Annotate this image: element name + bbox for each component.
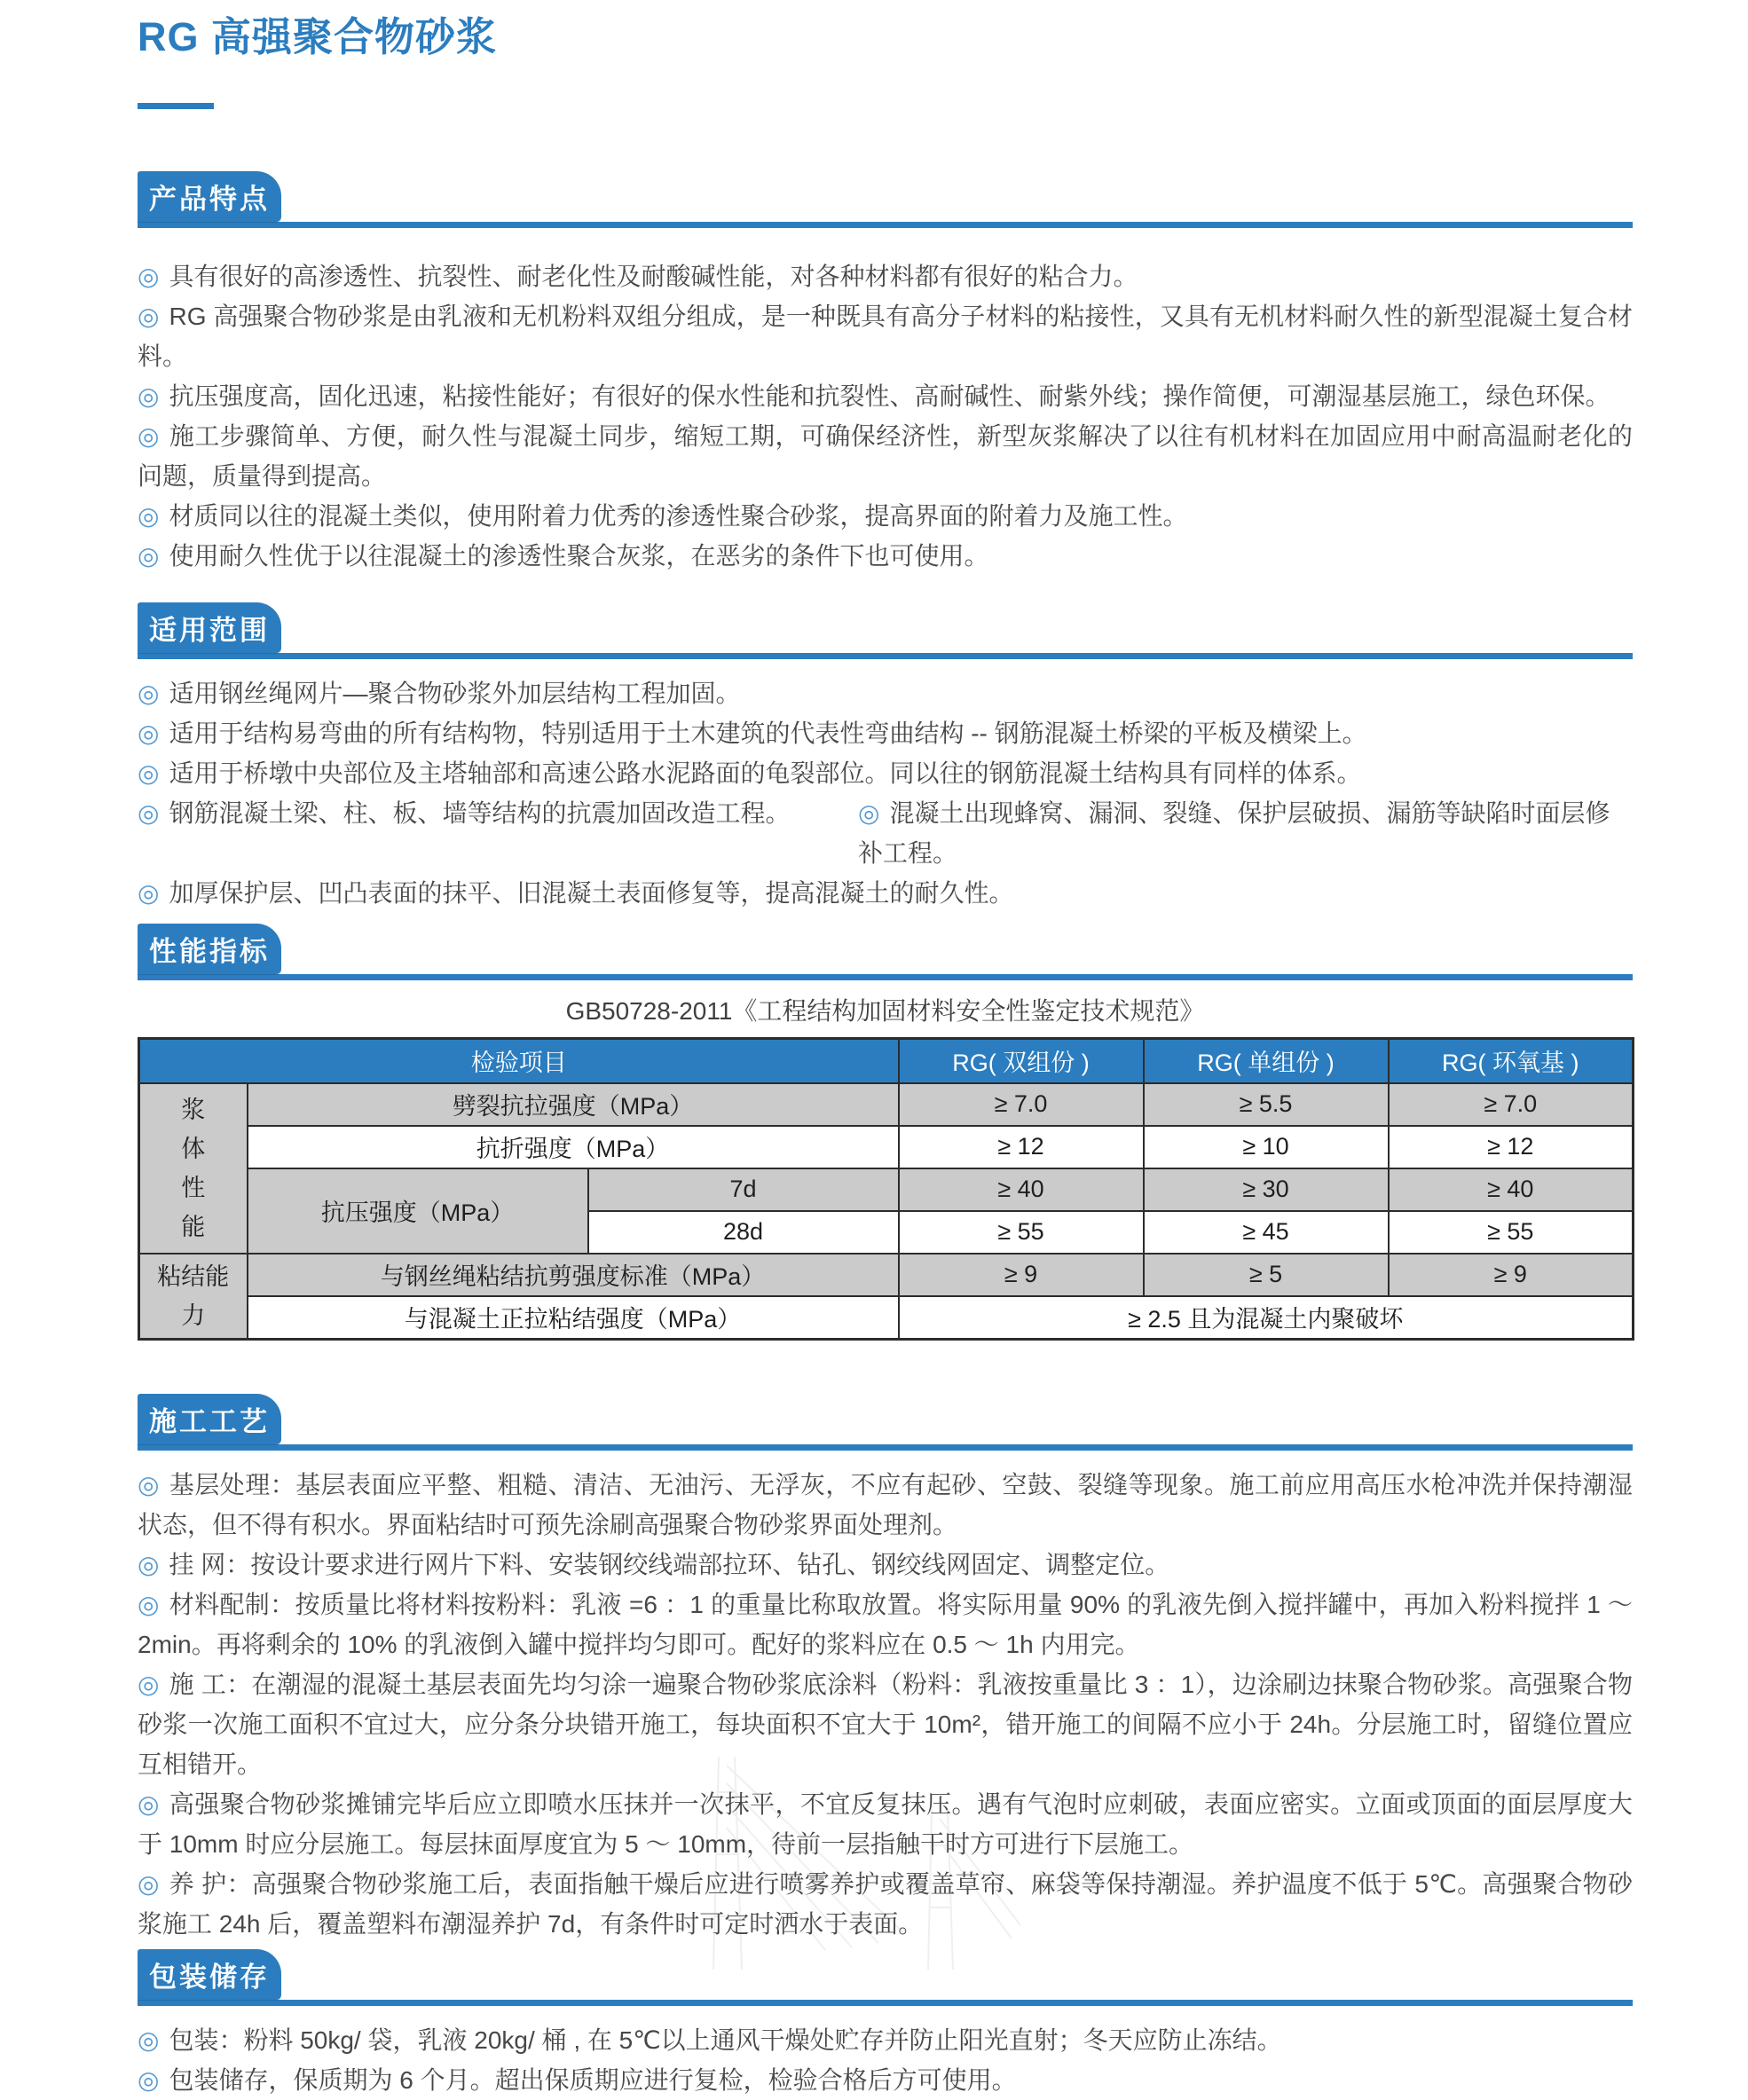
table-caption: GB50728-2011《工程结构加固材料安全性鉴定技术规范》 [565, 996, 1205, 1025]
scope-item-pair [138, 793, 1633, 873]
row-label: 抗折强度（MPa） [248, 1126, 899, 1168]
table-header-row [139, 1038, 1634, 1083]
row-sublabel: 28d [588, 1211, 899, 1254]
section-heading-features: 产品特点 [138, 171, 281, 222]
section-rule [138, 2000, 1633, 2006]
value-cell: ≥ 55 [899, 1211, 1144, 1254]
bullet-icon: ◎ [138, 2065, 160, 2094]
section-rule [138, 1444, 1633, 1451]
row-label: 与混凝土正拉粘结强度（MPa） [248, 1296, 899, 1340]
value-cell: ≥ 9 [899, 1254, 1144, 1296]
page-title: RG 高强聚合物砂浆 [138, 14, 498, 59]
table-row [139, 1126, 1634, 1168]
feature-item [138, 536, 1633, 576]
storage-item [138, 2020, 1633, 2060]
scope-text: 混凝土出现蜂窝、漏洞、裂缝、保护层破损、漏筋等缺陷时面层修补工程。 [858, 798, 1610, 867]
value-cell: ≥ 40 [899, 1168, 1144, 1211]
row-group-bond-capacity [139, 1254, 248, 1340]
section-header-performance [138, 924, 1633, 980]
section-storage [138, 1949, 1633, 2100]
table-row [139, 1254, 1634, 1296]
section-scope [138, 602, 1633, 913]
column-header-item: 检验项目 [139, 1038, 899, 1083]
value-cell: ≥ 5.5 [1144, 1083, 1389, 1126]
scope-item [138, 753, 1633, 793]
value-cell: ≥ 45 [1144, 1211, 1389, 1254]
row-group-label: 浆体性能 [181, 1096, 206, 1240]
row-label: 劈裂抗拉强度（MPa） [248, 1083, 899, 1126]
bullet-icon: ◎ [138, 2025, 160, 2054]
feature-item [138, 376, 1633, 416]
value-cell: ≥ 10 [1144, 1126, 1389, 1168]
section-performance [138, 924, 1633, 1341]
bullet-icon: ◎ [138, 1590, 160, 1618]
process-text: 高强聚合物砂浆摊铺完毕后应立即喷水压抹并一次抹平，不宜反复抹压。遇有气泡时应刺破，表面应密实。立面或顶面的面层厚度大于 10mm 时应分层施工。每层抹面厚度宜为 5 ～ 10mm，待前一层指触干时方可进行下层施工。 [138, 1789, 1633, 1858]
feature-text: 施工步骤简单、方便，耐久性与混凝土同步，缩短工期，可确保经济性，新型灰浆解决了以往有机材料在加固应用中耐高温耐老化的问题，质量得到提高。 [138, 421, 1633, 490]
bullet-icon: ◎ [138, 501, 160, 530]
column-header-rg-two-part: RG( 双组份 ) [899, 1038, 1144, 1083]
table-row [139, 1296, 1634, 1340]
bullet-icon: ◎ [138, 302, 160, 330]
bullet-icon: ◎ [138, 262, 160, 290]
scope-item [138, 873, 1633, 913]
features-list [138, 256, 1633, 576]
section-header-storage [138, 1949, 1633, 2006]
feature-text: 抗压强度高，固化迅速，粘接性能好；有很好的保水性能和抗裂性、高耐碱性、耐紫外线；操作简便，可潮湿基层施工，绿色环保。 [169, 381, 1610, 410]
bullet-icon: ◎ [858, 798, 880, 827]
feature-text: 具有很好的高渗透性、抗裂性、耐老化性及耐酸碱性能，对各种材料都有很好的粘合力。 [169, 262, 1138, 290]
feature-item [138, 296, 1633, 376]
value-cell: ≥ 40 [1389, 1168, 1634, 1211]
row-group-label: 粘结能力 [157, 1262, 230, 1329]
process-item [138, 1585, 1633, 1664]
section-process [138, 1394, 1633, 1944]
value-cell: ≥ 5 [1144, 1254, 1389, 1296]
scope-item [858, 793, 1633, 873]
value-cell: ≥ 9 [1389, 1254, 1634, 1296]
value-cell: ≥ 55 [1389, 1211, 1634, 1254]
bullet-icon: ◎ [138, 719, 160, 747]
table-row [139, 1083, 1634, 1126]
row-label-compressive: 抗压强度（MPa） [248, 1168, 588, 1254]
process-text: 挂 网：按设计要求进行网片下料、安装钢绞线端部拉环、钻孔、钢绞线网固定、调整定位。 [169, 1550, 1170, 1578]
bullet-icon: ◎ [138, 798, 160, 827]
process-text: 材料配制：按质量比将材料按粉料：乳液 =6 ：1 的重量比称取放置。将实际用量 90% 的乳液先倒入搅拌罐中，再加入粉料搅拌 1 ～ 2min。再将剩余的 10% 的乳液倒入罐中搅拌均匀即可。配好的浆料应在 0.5 ～ 1h 内用完。 [138, 1590, 1633, 1658]
process-text: 施 工：在潮湿的混凝土基层表面先均匀涂一遍聚合物砂浆底涂料（粉料：乳液按重量比 3 ：1），边涂刷边抹聚合物砂浆。高强聚合物砂浆一次施工面积不宜过大，应分条分块错开施工，每块面积不宜大于 10m²，错开施工的间隔不应小于 24h。分层施工时，留缝位置应互相错开。 [138, 1670, 1633, 1778]
value-cell: ≥ 7.0 [1389, 1083, 1634, 1126]
bullet-icon: ◎ [138, 1550, 160, 1578]
section-rule [138, 222, 1633, 228]
performance-table [138, 1037, 1634, 1341]
feature-text: 材质同以往的混凝土类似，使用附着力优秀的渗透性聚合砂浆，提高界面的附着力及施工性。 [169, 501, 1188, 530]
scope-text: 加厚保护层、凹凸表面的抹平、旧混凝土表面修复等，提高混凝土的耐久性。 [169, 878, 1014, 907]
scope-text: 钢筋混凝土梁、柱、板、墙等结构的抗震加固改造工程。 [169, 798, 791, 827]
row-label: 与钢丝绳粘结抗剪强度标准（MPa） [248, 1254, 899, 1296]
scope-item [138, 793, 858, 873]
bullet-icon: ◎ [138, 679, 160, 707]
table-row [139, 1168, 1634, 1211]
process-item [138, 1545, 1633, 1585]
section-header-process [138, 1394, 1633, 1451]
value-cell: ≥ 30 [1144, 1168, 1389, 1211]
value-cell: ≥ 12 [899, 1126, 1144, 1168]
section-header-scope [138, 602, 1633, 659]
scope-text: 适用钢丝绳网片—聚合物砂浆外加层结构工程加固。 [169, 679, 741, 707]
bullet-icon: ◎ [138, 1789, 160, 1818]
title-dash [138, 103, 214, 109]
process-item [138, 1784, 1633, 1864]
feature-item [138, 256, 1633, 296]
column-header-rg-one-part: RG( 单组份 ) [1144, 1038, 1389, 1083]
storage-text: 包装储存，保质期为 6 个月。超出保质期应进行复检，检验合格后方可使用。 [169, 2065, 1017, 2094]
row-sublabel: 7d [588, 1168, 899, 1211]
section-header-features [138, 171, 1633, 228]
process-item [138, 1864, 1633, 1944]
value-cell-merged: ≥ 2.5 且为混凝土内聚破坏 [899, 1296, 1634, 1340]
process-text: 养 护：高强聚合物砂浆施工后，表面指触干燥后应进行喷雾养护或覆盖草帘、麻袋等保持潮湿。养护温度不低于 5℃。高强聚合物砂浆施工 24h 后，覆盖塑料布潮湿养护 7d，有条件时可定时洒水于表面。 [138, 1869, 1633, 1938]
section-rule [138, 653, 1633, 659]
bullet-icon: ◎ [138, 541, 160, 570]
bullet-icon: ◎ [138, 1470, 160, 1498]
storage-text: 包装：粉料 50kg/ 袋，乳液 20kg/ 桶 , 在 5℃以上通风干燥处贮存并防止阳光直射；冬天应防止冻结。 [169, 2025, 1282, 2054]
storage-list [138, 2020, 1633, 2100]
feature-item [138, 416, 1633, 496]
scope-text: 适用于桥墩中央部位及主塔轴部和高速公路水泥路面的龟裂部位。同以往的钢筋混凝土结构具有同样的体系。 [169, 759, 1362, 787]
feature-text: RG 高强聚合物砂浆是由乳液和无机粉料双组分组成，是一种既具有高分子材料的粘接性，又具有无机材料耐久性的新型混凝土复合材料。 [138, 302, 1633, 370]
scope-text: 适用于结构易弯曲的所有结构物，特别适用于土木建筑的代表性弯曲结构 -- 钢筋混凝土桥梁的平板及横梁上。 [169, 719, 1367, 747]
scope-item [138, 713, 1633, 753]
feature-item [138, 496, 1633, 536]
column-header-rg-epoxy: RG( 环氧基 ) [1389, 1038, 1634, 1083]
section-features [138, 171, 1633, 576]
bullet-icon: ◎ [138, 1869, 160, 1898]
bullet-icon: ◎ [138, 1670, 160, 1698]
bullet-icon: ◎ [138, 759, 160, 787]
bullet-icon: ◎ [138, 878, 160, 907]
scope-item [138, 673, 1633, 713]
bullet-icon: ◎ [138, 381, 160, 410]
row-group-paste-performance [139, 1083, 248, 1254]
section-rule [138, 974, 1633, 980]
feature-text: 使用耐久性优于以往混凝土的渗透性聚合灰浆，在恶劣的条件下也可使用。 [169, 541, 989, 570]
bullet-icon: ◎ [138, 421, 160, 450]
section-heading-performance: 性能指标 [138, 924, 281, 974]
process-item [138, 1664, 1633, 1784]
scope-list [138, 673, 1633, 913]
process-item [138, 1465, 1633, 1545]
value-cell: ≥ 7.0 [899, 1083, 1144, 1126]
storage-item [138, 2060, 1633, 2100]
section-heading-scope: 适用范围 [138, 602, 281, 653]
process-text: 基层处理：基层表面应平整、粗糙、清洁、无油污、无浮灰，不应有起砂、空鼓、裂缝等现象。施工前应用高压水枪冲洗并保持潮湿状态，但不得有积水。界面粘结时可预先涂刷高强聚合物砂浆界面处理剂。 [138, 1470, 1633, 1538]
value-cell: ≥ 12 [1389, 1126, 1634, 1168]
section-heading-storage: 包装储存 [138, 1949, 281, 2000]
process-list [138, 1465, 1633, 1944]
section-heading-process: 施工工艺 [138, 1394, 281, 1444]
